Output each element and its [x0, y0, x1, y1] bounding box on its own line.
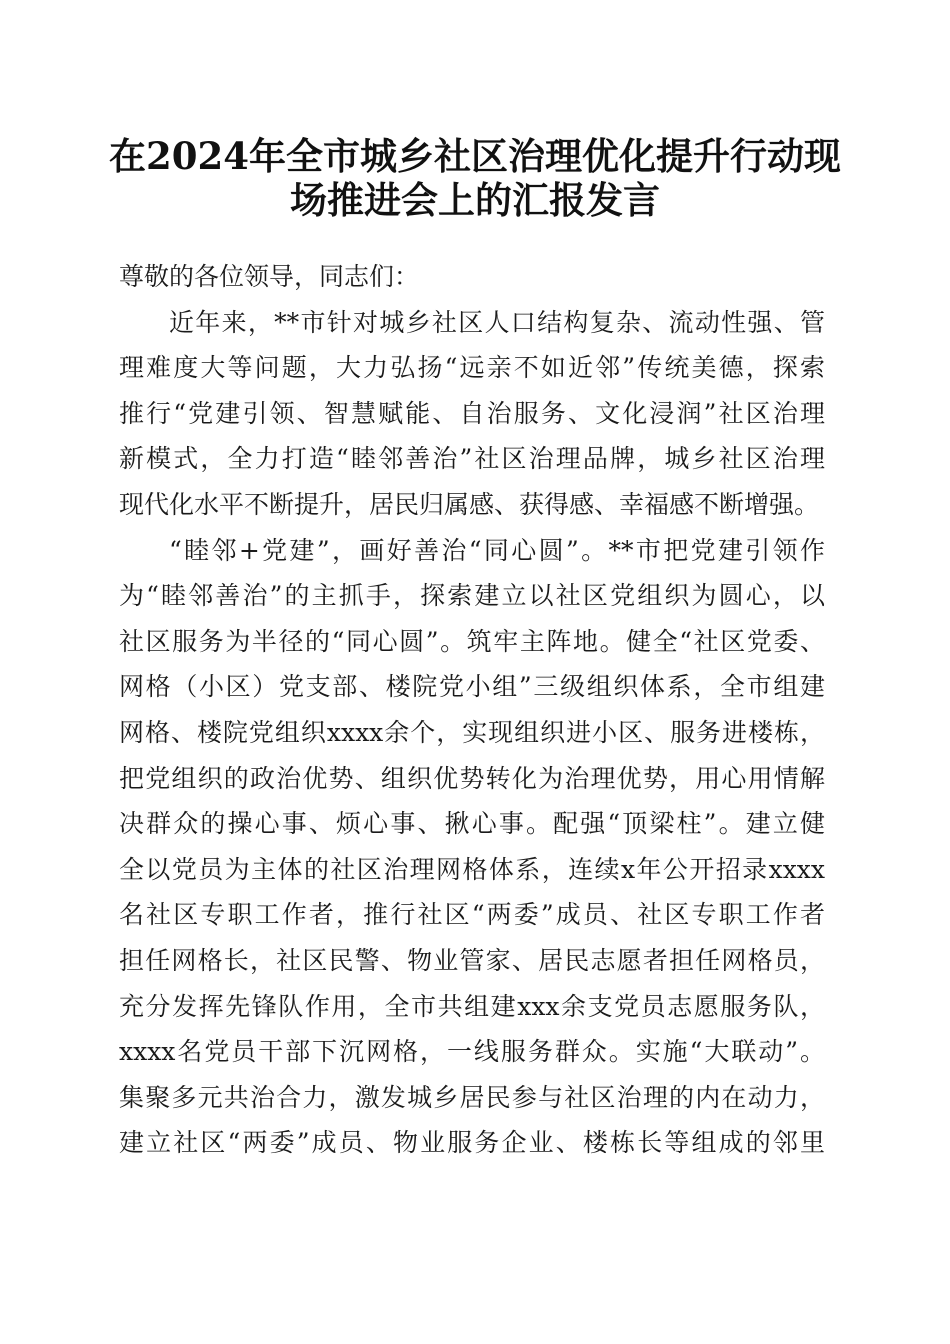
text-line: 决群众的操心事、烦心事、揪心事。配强“顶梁柱”。建立健 [119, 809, 825, 839]
text-line: 充分发挥先锋队作用，全市共组建xxx余支党员志愿服务队， [119, 991, 825, 1021]
document-title [100, 134, 850, 222]
text-line: xxxx名党员干部下沉网格，一线服务群众。实施“大联动”。 [119, 1037, 825, 1067]
text-line: 全以党员为主体的社区治理网格体系，连续x年公开招录xxxx [119, 854, 825, 884]
text-line: 集聚多元共治合力，激发城乡居民参与社区治理的内在动力， [119, 1082, 825, 1112]
text-line: 近年来，**市针对城乡社区人口结构复杂、流动性强、管 [169, 307, 825, 337]
text-line: 把党组织的政治优势、组织优势转化为治理优势，用心用情解 [119, 763, 825, 793]
title-line-1: 在2024年全市城乡社区治理优化提升行动现 [109, 134, 841, 178]
text-line: 为“睦邻善治”的主抓手，探索建立以社区党组织为圆心，以 [119, 581, 825, 611]
text-line: 网格、楼院党组织xxxx余个，实现组织进小区、服务进楼栋， [119, 717, 825, 747]
document-body [119, 254, 825, 1166]
text-line: 理难度大等问题，大力弘扬“远亲不如近邻”传统美德，探索 [119, 353, 825, 383]
text-line: 社区服务为半径的“同心圆”。筑牢主阵地。健全“社区党委、 [119, 626, 825, 656]
text-line: 建立社区“两委”成员、物业服务企业、楼栋长等组成的邻里 [119, 1128, 825, 1158]
salutation: 尊敬的各位领导，同志们： [119, 262, 420, 291]
text-line: 网格（小区）党支部、楼院党小组”三级组织体系，全市组建 [119, 672, 825, 702]
text-line: 名社区专职工作者，推行社区“两委”成员、社区专职工作者 [119, 900, 825, 930]
text-line: 现代化水平不断提升，居民归属感、获得感、幸福感不断增强。 [119, 489, 820, 519]
title-line-2: 场推进会上的汇报发言 [290, 178, 660, 222]
text-line: “睦邻+党建”，画好善治“同心圆”。**市把党建引领作 [169, 535, 825, 565]
text-line: 担任网格长，社区民警、物业管家、居民志愿者担任网格员， [119, 945, 825, 975]
text-line: 新模式，全力打造“睦邻善治”社区治理品牌，城乡社区治理 [119, 444, 825, 474]
text-line: 推行“党建引领、智慧赋能、自治服务、文化浸润”社区治理 [119, 398, 825, 428]
